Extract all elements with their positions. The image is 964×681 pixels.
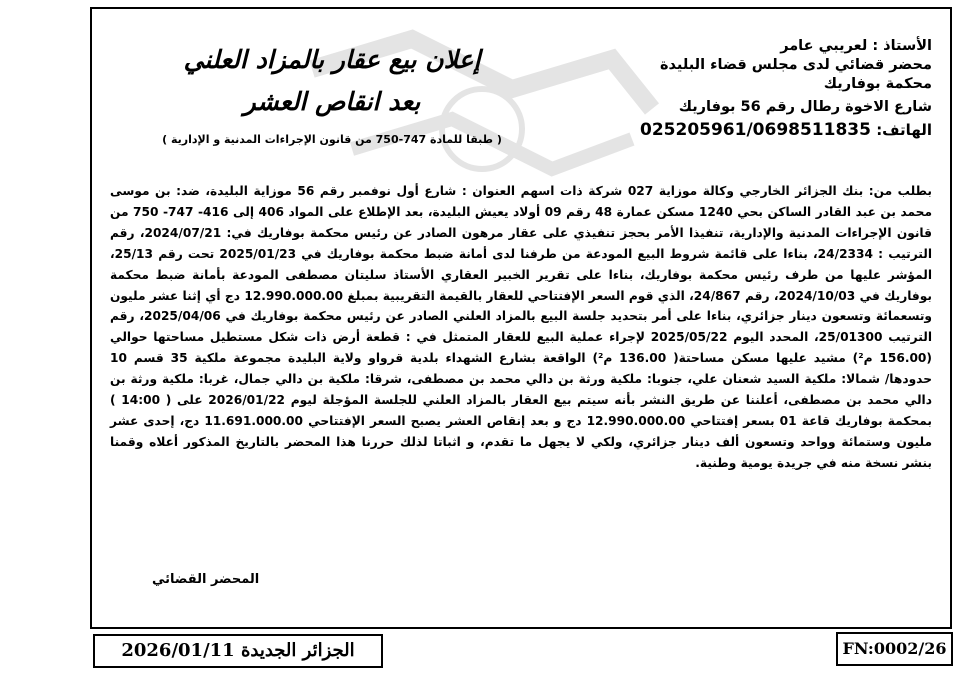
office-address: شارع الاخوة رطال رقم 56 بوفاريك <box>678 99 932 115</box>
notice-subtitle: بعد انقاص العشر <box>243 87 421 116</box>
notice-frame <box>90 7 952 629</box>
file-number-box: FN:0002/26 <box>836 632 953 666</box>
phone-label: الهاتف: <box>876 121 932 139</box>
office-phone <box>552 121 932 140</box>
phone-number: 025205961/0698511835 <box>640 120 871 140</box>
notice-body: بطلب من: بنك الجزائر الخارجي وكالة موزاية 027 شركة ذات اسهم العنوان : شارع أول نوفمبر رقم 56 موزاية البليدة، ضد: بن موسى محمد بن عبد القادر الساكن بحي 1240 مسكن عمارة 48 رقم 09 أولاد يعيش البليدة، بعد الإطلاع على المواد 406 إلى 416- 747- 750 من قانون الإجراءات المدنية والإدارية، تنفيذا الأمر بحجز تنفيذي على عقار مرهون الصادر عن رئيس محكمة بوفاريك في: 2024/07/21، رقم الترتيب : 24/2334، بناءا على قائمة شروط البيع المودعة من طرفنا لدى أمانة ضبط محكمة بوفاريك في 2025/01/23 تحت رقم 25/13، المؤشر عليها من طرف رئيس محكمة بوفاريك، بناءا على تقرير الخبير العقاري الأستاذ سليتان مصطفى المودعة بأمانة ضبط محكمة بوفاريك في 2024/10/03، رقم 24/867، الذي قوم السعر الإفتتاحي للعقار بالقيمة التقريبية بمبلغ 12.990.000.00 دج أي إثنا عشر مليون وتسعمائة وتسعون دينار جزائري، بناءا على أمر بتحديد جلسة البيع بالمزاد العلني الصادر عن رئيس محكمة بوفاريك في 2025/04/06، رقم الترتيب 25/01300، المحدد اليوم 2025/05/22 لإجراء عملية البيع للعقار المتمثل في : قطعة أرض ذات شكل مستطيل مساحتها حوالي (156.00 م²) مشيد عليها مسكن مساحتة( 136.00 م²) الواقعة بشارع الشهداء بلدية قرواو ولاية البليدة مجموعة ملكية 35 قسم 10 حدودها/ شمالا: ملكية السيد شعنان علي، جنوبا: ملكية ورثة بن دالي محمد بن مصطفى، شرقا: ملكية بن دالي جمال، غربا: ملكية ورثة بن دالي محمد بن مصطفى، أعلننا عن طريق النشر بأنه سيتم بيع العقار بالمزاد العلني للجلسة المؤجلة ليوم 2026/01/22 على ( 14:00 ) بمحكمة بوفاريك قاعة 01 بسعر إفتتاحي 12.990.000.00 دج و بعد إنقاص العشر يصبح السعر الإفتتاحي 11.691.000.00 دج، إحدى عشر مليون وستمائة وواحد وتسعون ألف دينار جزائري، ولكي لا يجهل ما تقدم، و اثباتا لذلك حررنا هذا المحضر بالتاريخ المذكور أعلاه وقمنا بنشر نسخة منه في جريدة يومية وطنية. <box>110 184 932 470</box>
bailiff-office-header <box>552 37 932 140</box>
lawyer-name: الأستاذ : لعريبي عامر <box>780 38 932 54</box>
lawyer-role: محضر قضائي لدى مجلس قضاء البليدة <box>659 57 932 73</box>
court-name: محكمة بوفاريك <box>823 76 932 92</box>
newspaper-date-box: الجزائر الجديدة 2026/01/11 <box>93 634 383 668</box>
bailiff-signature: المحضر القضائي <box>152 572 260 587</box>
notice-title-block <box>122 43 542 146</box>
legal-reference: ( طبقا للمادة 747-750 من قانون الإجراءات المدنية و الإدارية ) <box>162 133 502 146</box>
notice-title: إعلان بيع عقار بالمزاد العلني <box>183 45 481 74</box>
